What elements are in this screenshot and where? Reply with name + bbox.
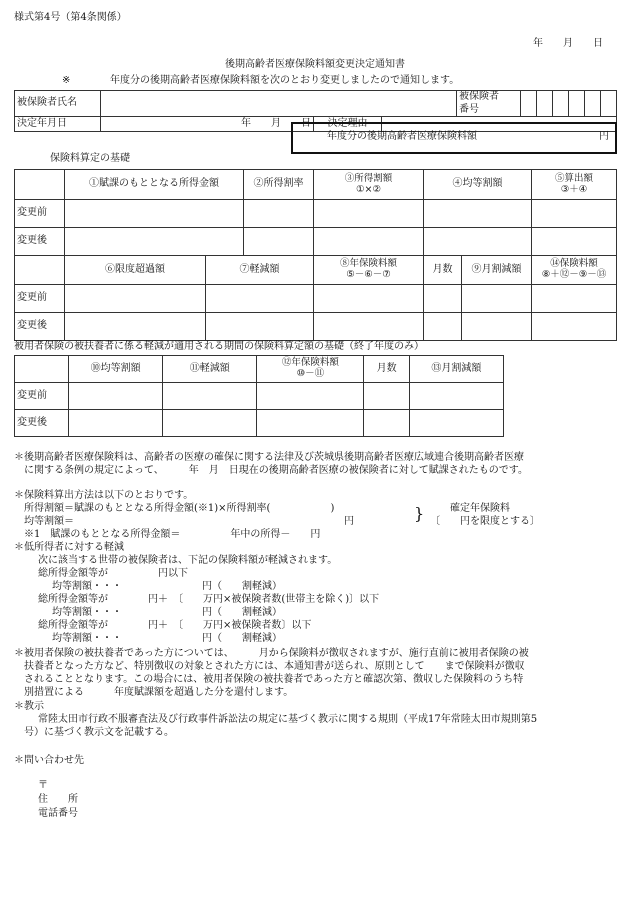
annual-premium-unit: 円 xyxy=(599,131,609,142)
dependent-table xyxy=(14,355,504,437)
note-contact: ＊問い合わせ先 xyxy=(14,755,84,766)
dep-col-months: 月数 xyxy=(364,356,409,383)
decision-date-value: 年 月 日 xyxy=(101,117,314,132)
decision-date-label: 決定年月日 xyxy=(15,117,101,132)
form-number: 様式第4号（第4条関係） xyxy=(14,12,127,23)
annual-premium-label: 年度分の後期高齢者医療保険料額 xyxy=(327,131,477,142)
address-label: 住 所 xyxy=(38,794,78,805)
basis-title: 保険料算定の基礎 xyxy=(50,153,130,164)
number-cell xyxy=(553,91,569,117)
intro-text: 年度分の後期高齢者医療保険料額を次のとおり変更しましたので通知します。 xyxy=(110,75,460,86)
col-monthly-reduction: ⑨月割減額 xyxy=(462,256,532,285)
intro-mark: ※ xyxy=(62,75,71,86)
basis-table xyxy=(14,169,617,341)
col-reduction: ⑦軽減額 xyxy=(206,256,314,285)
row-label-after: 変更後 xyxy=(15,228,65,256)
col-per-capita: ④均等割額 xyxy=(424,170,532,200)
col-months: 月数 xyxy=(424,256,462,285)
note-dependent-insured: ＊被用者保険の被扶養者であった方については、 月から保険料が徴収されますが、施行直前に被用者保険の被 扶養者となった方など、特別徴収の対象とされた方には、本通知書が送られ、原則として まで保険料が徴収 されることとなります。この場合には、被用者保険の被扶養者であった方と確認次第、徴収した保険料のうち特 別措置による 年度賦課額を超過した分を還付します。 xyxy=(14,648,529,698)
col-limit-excess: ⑥限度超過額 xyxy=(65,256,206,285)
number-cell xyxy=(585,91,601,117)
col-income-rate: ②所得割率 xyxy=(244,170,314,200)
insured-name-field xyxy=(101,91,457,117)
number-cell xyxy=(537,91,553,117)
dep-col-reduction: ⑪軽減額 xyxy=(163,356,257,383)
note-instruction: ＊教示 常陸太田市行政不服審査法及び行政事件訴訟法の規定に基づく教示に関する規則（平成17年常陸太田市規則第5 号）に基づく教示文を記載する。 xyxy=(14,701,538,738)
note-calculation: ＊保険料算出方法は以下のとおりです。 所得割額＝賦課のもととなる所得金額(※1)×所得割率( ) 確定年保険料 均等割額＝ 円 } 〔 円を限度とする〕 ※1 賦課のもととなる所得金額＝ 年中の所得－ 円 xyxy=(14,490,540,540)
phone-label: 電話番号 xyxy=(38,808,78,819)
dep-col-per-capita: ⑩均等割額 xyxy=(69,356,163,383)
dep-row-label-after: 変更後 xyxy=(15,410,69,437)
col-income-levy: ③所得割額 ①×② xyxy=(314,170,424,200)
number-cell xyxy=(569,91,585,117)
row-label-before: 変更前 xyxy=(15,200,65,228)
annual-premium-box xyxy=(291,122,617,154)
col-base-income: ①賦課のもととなる所得金額 xyxy=(65,170,244,200)
postal-mark: 〒 xyxy=(38,780,48,791)
note-low-income-reduction: ＊低所得者に対する軽減 次に該当する世帯の被保険者は、下記の保険料額が軽減されます。 総所得金額等が 円以下 均等割額・・・ 円（ 割軽減） 総所得金額等が 円＋ 〔 万円×被保険者数(世帯主を除く)〕以下 均等割額・・・ 円（ 割軽減） 総所得金額等が 円＋ 〔 万円×被保険者数〕以下 均等割額・・・ 円（ 割軽減） xyxy=(14,542,380,644)
row-label-after: 変更後 xyxy=(15,313,65,341)
number-cell xyxy=(601,91,617,117)
col-calculated: ⑤算出額 ③＋④ xyxy=(532,170,617,200)
dep-row-label-before: 変更前 xyxy=(15,383,69,410)
row-label-before: 変更前 xyxy=(15,285,65,313)
issue-date: 年 月 日 xyxy=(533,38,603,49)
document-title: 後期高齢者医療保険料額変更決定通知書 xyxy=(225,59,405,70)
note-legal-basis: ＊後期高齢者医療保険料は、高齢者の医療の確保に関する法律及び茨城県後期高齢者医療広域連合後期高齢者医療 に関する条例の規定によって、 年 月 日現在の後期高齢者医療の被保険者に対して賦課されたものです。 xyxy=(14,452,528,476)
col-premium-total: ⑭保険料額 ⑧＋⑫－⑨－⑬ xyxy=(532,256,617,285)
dependent-section-title: 被用者保険の被扶養者に係る軽減が適用される期間の保険料算定額の基礎（終了年度のみ） xyxy=(14,341,424,352)
number-cell xyxy=(521,91,537,117)
dep-col-monthly-reduction: ⑬月割減額 xyxy=(409,356,503,383)
insured-name-label: 被保険者氏名 xyxy=(15,91,101,117)
insured-number-label: 被保険者番号 xyxy=(457,91,505,117)
col-annual-premium: ⑧年保険料額 ⑤－⑥－⑦ xyxy=(314,256,424,285)
decision-reason-label: 決定理由 xyxy=(314,117,382,132)
dep-col-annual-premium: ⑫年保険料額 ⑩－⑪ xyxy=(257,356,364,383)
